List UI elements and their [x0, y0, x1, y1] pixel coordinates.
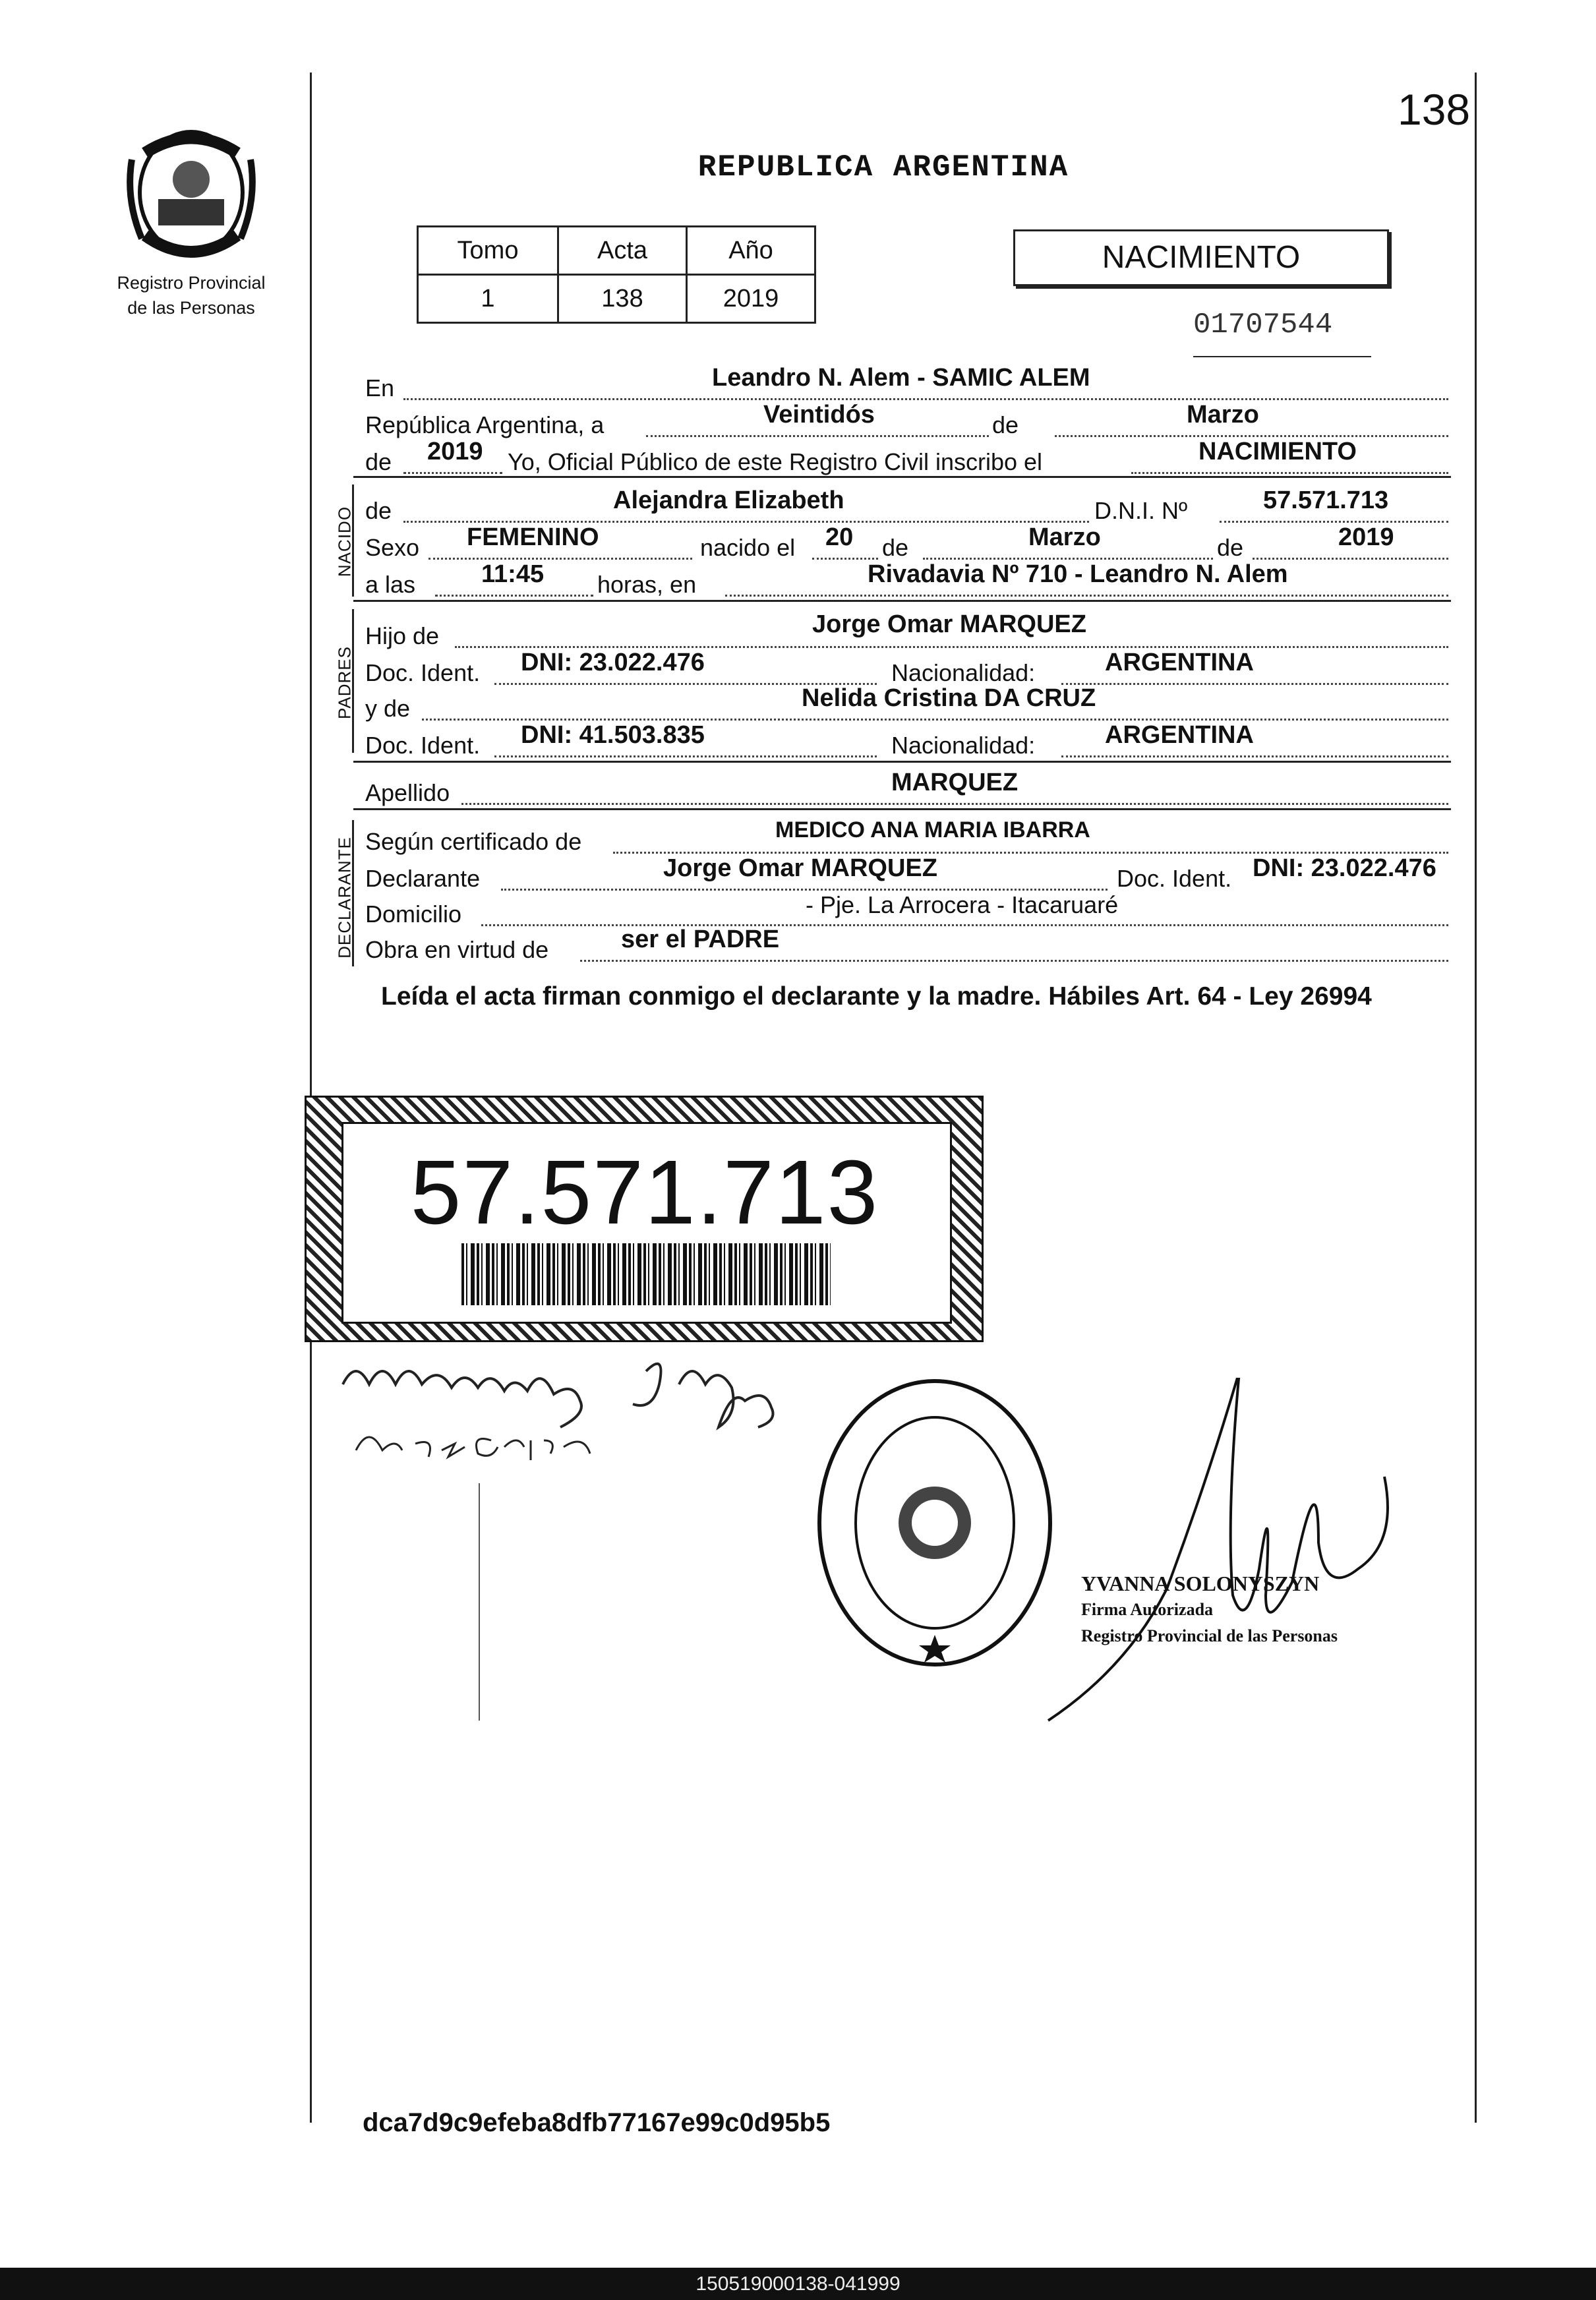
apellido-label: Apellido [365, 779, 450, 806]
nacido-el-label: nacido el [700, 534, 796, 561]
field-hora: 11:45 [481, 560, 545, 588]
dots [461, 803, 1448, 805]
dots [725, 595, 1448, 597]
anio-value: 2019 [687, 275, 815, 323]
republica-label: República Argentina, a [365, 411, 605, 438]
nac-de2-label: de [1217, 534, 1244, 561]
nacido-section-label: NACIDO [334, 506, 355, 577]
dots [501, 889, 1108, 891]
record-type-box: NACIMIENTO [1013, 229, 1389, 286]
section-divider [353, 808, 1451, 810]
field-madre-nac: ARGENTINA [1105, 721, 1254, 749]
official-registry-seal [810, 1371, 1060, 1674]
field-obra: ser el PADRE [621, 926, 780, 953]
section-divider [353, 761, 1451, 763]
padres-section-label: PADRES [334, 646, 355, 719]
barcode [461, 1243, 831, 1305]
field-nac-mes: Marzo [1028, 523, 1101, 551]
y-de-label: y de [365, 695, 411, 722]
anio-header: Año [687, 227, 815, 275]
section-divider [353, 476, 1451, 478]
declarante-section-label: DECLARANTE [334, 837, 355, 958]
field-domicilio: - Pje. La Arrocera - Itacaruaré [806, 891, 1119, 918]
right-margin-line [1475, 73, 1477, 2123]
signer-name: YVANNA SOLONYSZYN [1081, 1572, 1320, 1595]
dots [1061, 755, 1448, 757]
decl-doc-label: Doc. Ident. [1117, 865, 1232, 892]
field-certificado: MEDICO ANA MARIA IBARRA [775, 817, 1090, 842]
signer-block [1081, 1570, 1338, 1649]
field-nombre: Alejandra Elizabeth [613, 487, 844, 514]
field-declarante-dni: DNI: 23.022.476 [1253, 854, 1436, 882]
domicilio-label: Domicilio [365, 900, 462, 928]
field-nac-anio: 2019 [1338, 523, 1394, 551]
horas-en-label: horas, en [597, 571, 697, 598]
obra-label: Obra en virtud de [365, 936, 549, 963]
field-apellido: MARQUEZ [891, 769, 1019, 796]
logo-caption-2: de las Personas [127, 298, 255, 318]
official-signature [1042, 1378, 1450, 1747]
dots [403, 472, 502, 474]
serial-number: 01707544 [1193, 309, 1333, 341]
dni-label: D.N.I. Nº [1094, 497, 1188, 524]
dots [1253, 558, 1448, 560]
handwritten-signature-father [336, 1345, 837, 1490]
field-dia-texto: Veintidós [763, 401, 875, 428]
declarante-label: Declarante [365, 865, 481, 892]
logo-caption-1: Registro Provincial [117, 273, 266, 293]
field-padre-nac: ARGENTINA [1105, 649, 1254, 676]
de2-label: de [365, 448, 392, 475]
field-lugar: Leandro N. Alem - SAMIC ALEM [712, 364, 1090, 392]
dots [429, 558, 692, 560]
doc-label: Doc. Ident. [365, 732, 481, 759]
signature-guide-line [479, 1483, 480, 1721]
dots [494, 755, 877, 757]
dots [1061, 683, 1448, 685]
dots [812, 558, 878, 560]
book-reference-table [417, 225, 816, 324]
nac-de-label: de [882, 534, 909, 561]
oficial-label: Yo, Oficial Público de este Registro Civil inscribo el [508, 448, 1043, 475]
field-nac-dia: 20 [825, 523, 854, 551]
hora-label: a las [365, 571, 416, 598]
en-label: En [365, 374, 395, 401]
province-seal-icon [125, 127, 257, 265]
dots [1220, 521, 1448, 523]
signer-org: Registro Provincial de las Personas [1081, 1626, 1338, 1645]
field-dni: 57.571.713 [1263, 487, 1389, 514]
signer-role: Firma Autorizada [1081, 1600, 1214, 1619]
id-stamp-number: 57.571.713 [410, 1142, 879, 1243]
acta-value: 138 [558, 275, 687, 323]
dots [403, 398, 1448, 400]
dots [923, 558, 1213, 560]
dots [403, 521, 1089, 523]
closing-text: Leída el acta firman conmigo el declarante y la madre. Hábiles Art. 64 - Ley 26994 [381, 982, 1372, 1011]
serial-underline [1193, 356, 1371, 357]
hijo-label: Hijo de [365, 622, 440, 649]
dots [646, 435, 989, 437]
field-madre: Nelida Cristina DA CRUZ [802, 684, 1096, 712]
acta-header: Acta [558, 227, 687, 275]
field-lugar-nac: Rivadavia Nº 710 - Leandro N. Alem [868, 560, 1288, 588]
footer-code: 150519000138-041999 [0, 2268, 1596, 2300]
field-sexo: FEMENINO [467, 523, 599, 551]
de-label: de [992, 411, 1019, 438]
certificado-label: Según certificado de [365, 828, 582, 855]
field-padre-dni: DNI: 23.022.476 [521, 649, 705, 676]
dots [422, 719, 1448, 721]
tomo-header: Tomo [418, 227, 558, 275]
nacionalidad-label: Nacionalidad: [891, 732, 1036, 759]
tomo-value: 1 [418, 275, 558, 323]
nombre-label: de [365, 497, 392, 524]
dots [435, 595, 593, 597]
dots [1131, 472, 1448, 474]
dots [613, 852, 1448, 854]
field-mes: Marzo [1187, 401, 1259, 428]
page-number: 138 [1398, 85, 1471, 134]
sexo-label: Sexo [365, 534, 420, 561]
field-anio: 2019 [427, 438, 483, 465]
field-madre-dni: DNI: 41.503.835 [521, 721, 705, 749]
document-title: REPUBLICA ARGENTINA [697, 150, 1069, 185]
field-declarante: Jorge Omar MARQUEZ [663, 854, 937, 882]
field-tipo: NACIMIENTO [1198, 438, 1357, 465]
dots [455, 646, 1448, 648]
field-padre: Jorge Omar MARQUEZ [812, 610, 1086, 638]
dots [580, 960, 1448, 962]
dots [1055, 435, 1448, 437]
nacionalidad-label: Nacionalidad: [891, 659, 1036, 686]
section-divider [353, 600, 1451, 602]
document-hash: dca7d9c9efeba8dfb77167e99c0d95b5 [363, 2108, 831, 2137]
doc-label: Doc. Ident. [365, 659, 481, 686]
